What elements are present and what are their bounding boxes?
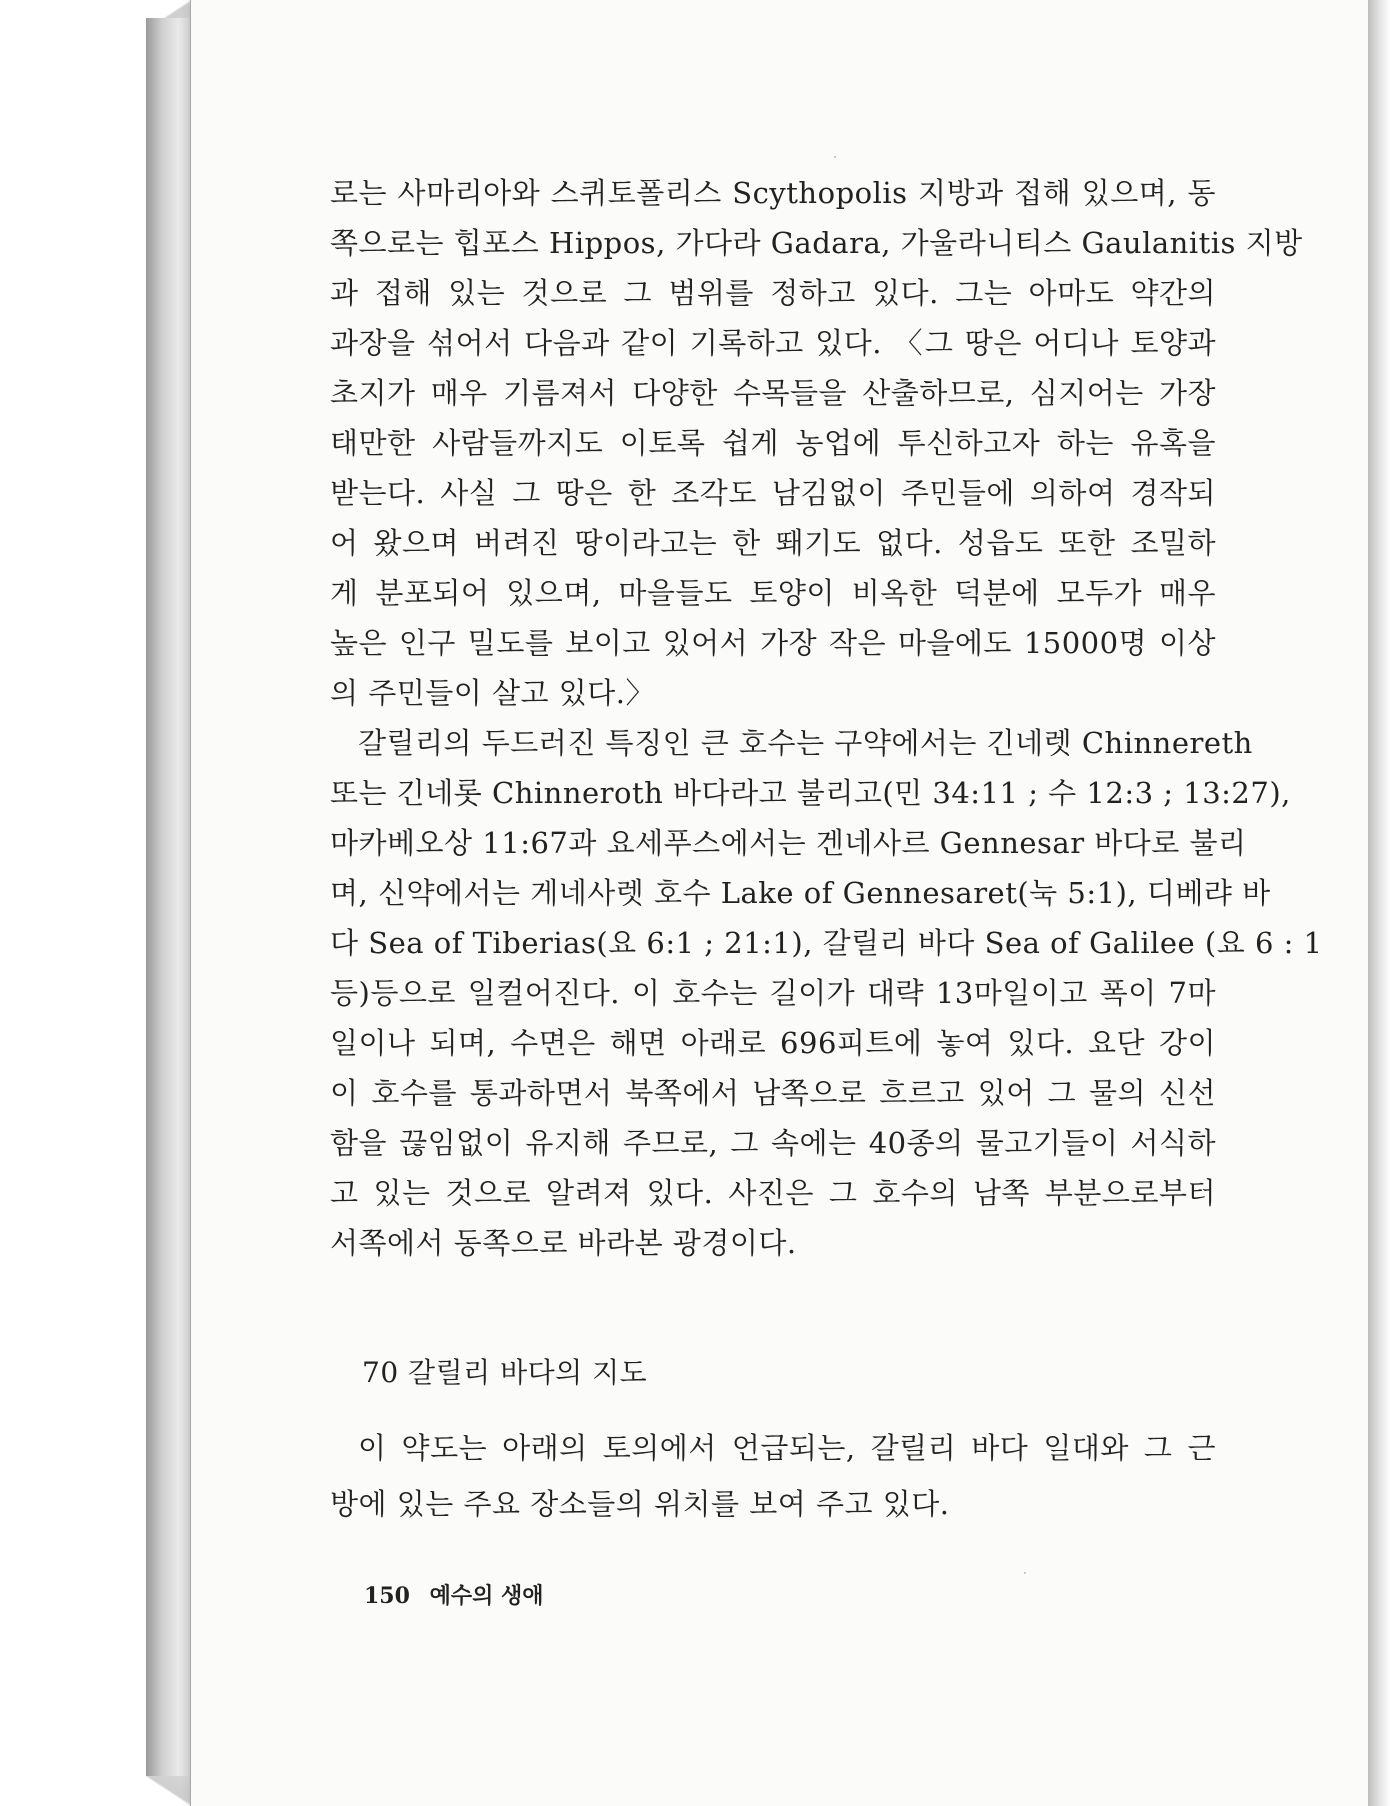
text-line: 며, 신약에서는 게네사렛 호수 Lake of Gennesaret(눅 5:1), 디베랴 바: [330, 876, 1271, 910]
paper-speck: [834, 156, 836, 158]
text-line: 함을 끊임없이 유지해 주므로, 그 속에는 40종의 물고기들이 서식하: [330, 1126, 1216, 1160]
body-text: [330, 168, 1323, 1268]
section-heading: 70 갈릴리 바다의 지도: [362, 1356, 648, 1389]
text-line: 고 있는 것으로 알려져 있다. 사진은 그 호수의 남쪽 부분으로부터: [330, 1176, 1216, 1210]
text-line: 과 접해 있는 것으로 그 범위를 정하고 있다. 그는 아마도 약간의: [330, 276, 1216, 310]
text-line: 의 주민들이 살고 있다.〉: [330, 676, 655, 710]
text-line: 과장을 섞어서 다음과 같이 기록하고 있다. 〈그 땅은 어디나 토양과: [330, 326, 1216, 360]
text-line: 또는 긴네롯 Chinneroth 바다라고 불리고(민 34:11 ; 수 12:3 ; 13:27),: [330, 776, 1291, 810]
text-line: 이 약도는 아래의 토의에서 언급되는, 갈릴리 바다 일대와 그 근: [358, 1431, 1216, 1465]
text-line: 태만한 사람들까지도 이토록 쉽게 농업에 투신하고자 하는 유혹을: [330, 426, 1216, 460]
section-text: [330, 1420, 1216, 1532]
text-line: 방에 있는 주요 장소들의 위치를 보여 주고 있다.: [330, 1487, 950, 1521]
text-line: 받는다. 사실 그 땅은 한 조각도 남김없이 주민들에 의하여 경작되: [330, 476, 1216, 510]
book-spine-bottom: [146, 1776, 192, 1806]
page-number: 150: [364, 1583, 410, 1609]
text-line: 이 호수를 통과하면서 북쪽에서 남쪽으로 흐르고 있어 그 물의 신선: [330, 1076, 1216, 1110]
text-line: 갈릴리의 두드러진 특징인 큰 호수는 구약에서는 긴네렛 Chinnereth: [358, 726, 1253, 760]
text-line: 게 분포되어 있으며, 마을들도 토양이 비옥한 덕분에 모두가 매우: [330, 576, 1216, 610]
text-line: 로는 사마리아와 스퀴토폴리스 Scythopolis 지방과 접해 있으며, 동: [330, 176, 1216, 210]
text-line: 높은 인구 밀도를 보이고 있어서 가장 작은 마을에도 15000명 이상: [330, 626, 1216, 660]
text-line: 등)등으로 일컬어진다. 이 호수는 길이가 대략 13마일이고 폭이 7마: [330, 976, 1216, 1010]
text-line: 초지가 매우 기름져서 다양한 수목들을 산출하므로, 심지어는 가장: [330, 376, 1216, 410]
page-edge-shadow: [1368, 0, 1390, 1806]
text-line: 마카베오상 11:67과 요세푸스에서는 겐네사르 Gennesar 바다로 불리: [330, 826, 1247, 860]
text-line: 쪽으로는 힙포스 Hippos, 가다라 Gadara, 가울라니티스 Gaulanitis 지방: [330, 226, 1303, 260]
paper-speck: [1024, 1572, 1026, 1574]
text-line: 다 Sea of Tiberias(요 6:1 ; 21:1), 갈릴리 바다 Sea of Galilee (요 6 : 1: [330, 926, 1323, 960]
page-footer: [364, 1576, 544, 1616]
text-line: 서쪽에서 동쪽으로 바라본 광경이다.: [330, 1226, 797, 1260]
book-spine: [146, 18, 192, 1802]
text-line: 어 왔으며 버려진 땅이라고는 한 뙈기도 없다. 성읍도 또한 조밀하: [330, 526, 1216, 560]
book-title: 예수의 생애: [429, 1583, 544, 1609]
text-line: 일이나 되며, 수면은 해면 아래로 696피트에 놓여 있다. 요단 강이: [330, 1026, 1216, 1060]
